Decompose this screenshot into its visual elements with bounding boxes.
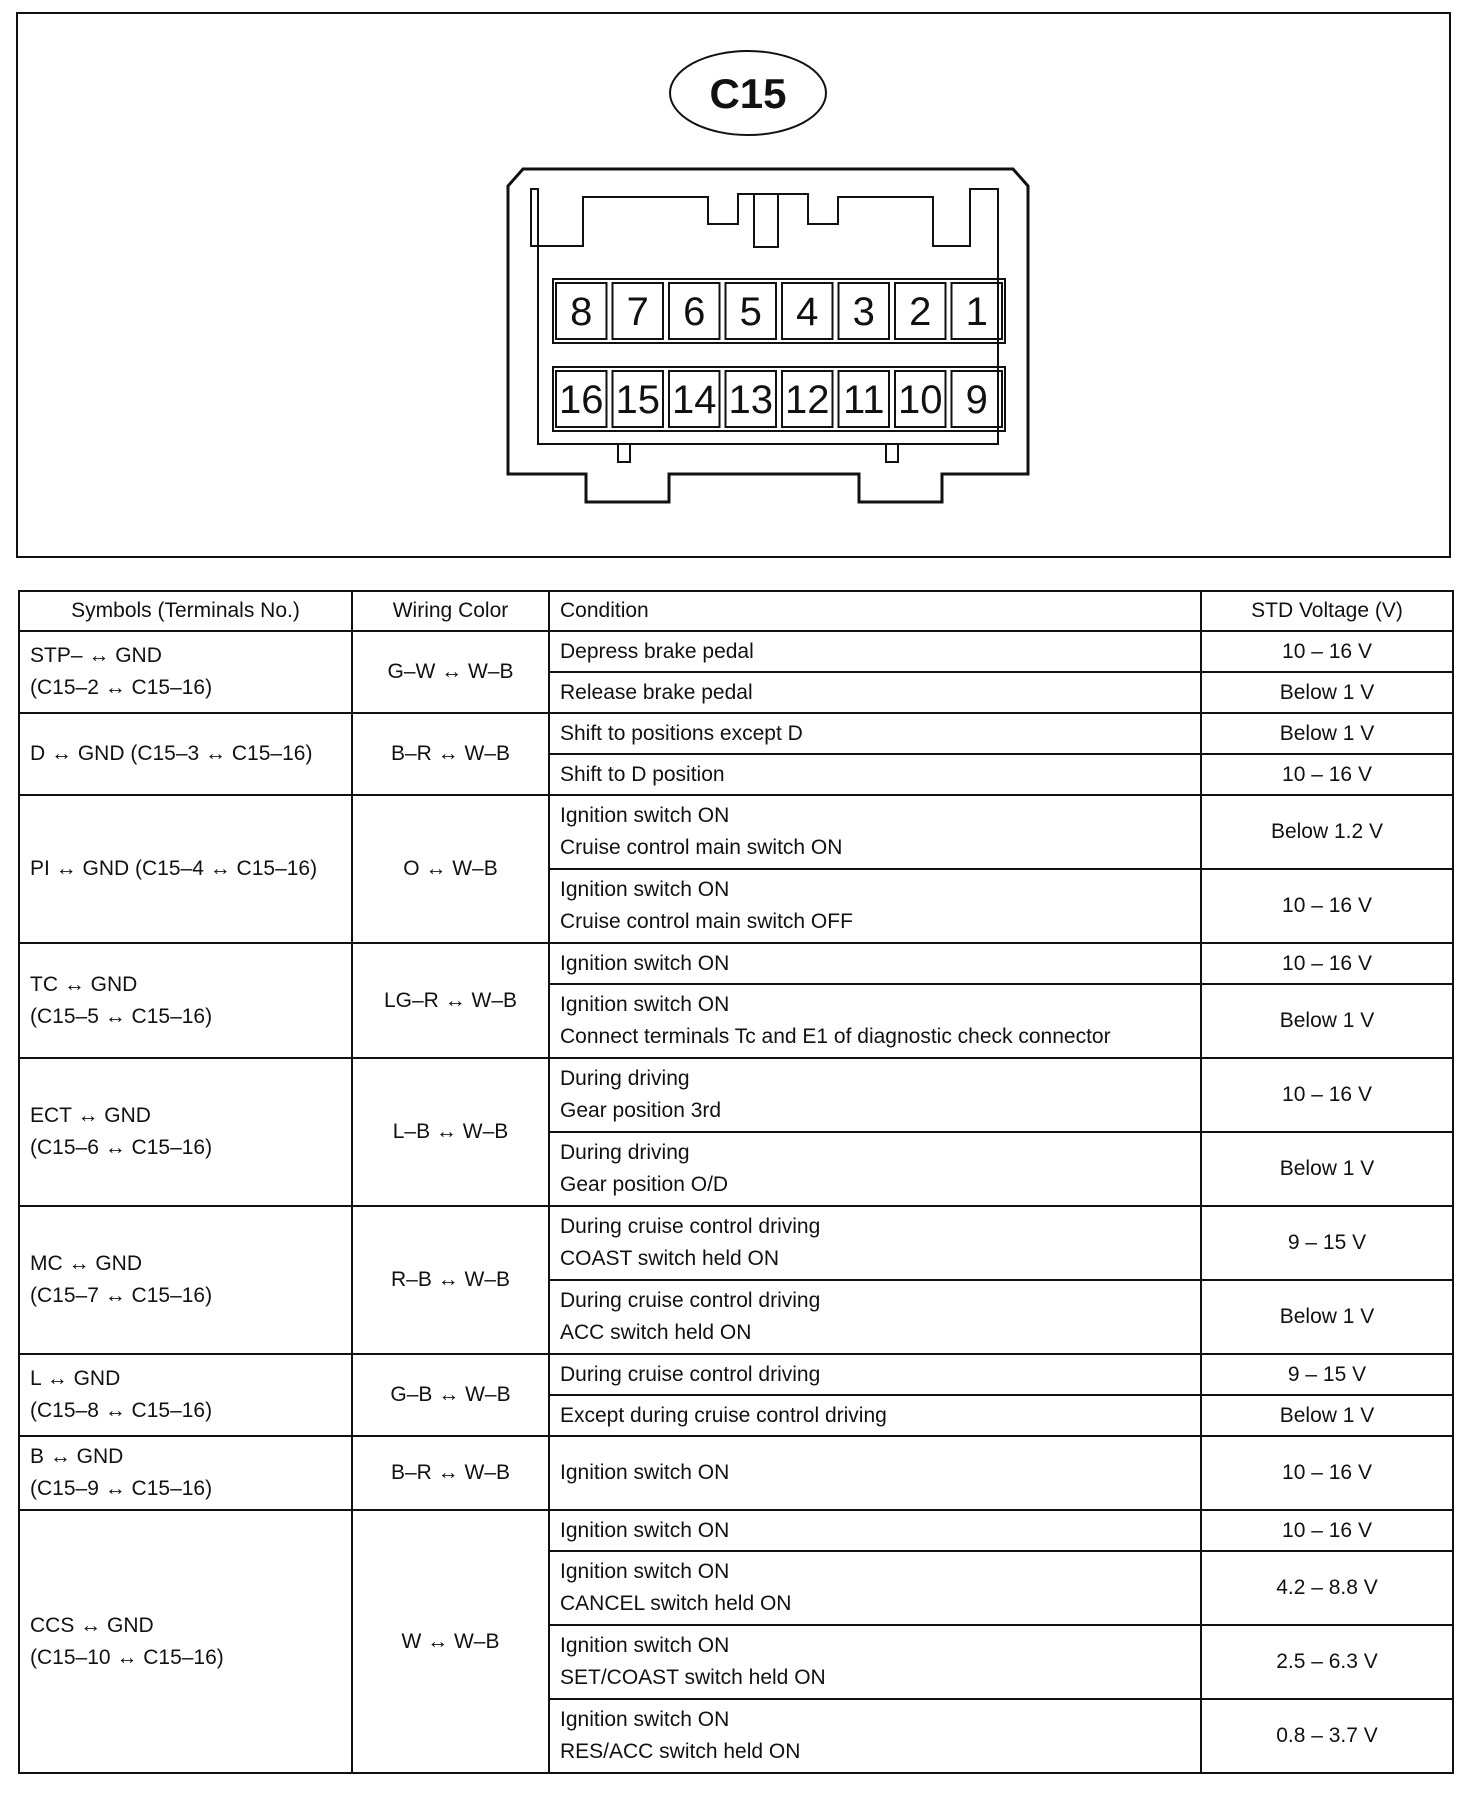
- condition-cell-line: RES/ACC switch held ON: [560, 1740, 801, 1763]
- symbol-cell-line: STP– ↔ GND: [30, 644, 162, 667]
- condition-cell-line: Ignition switch ON: [560, 1518, 730, 1542]
- table-row: [19, 1206, 1453, 1280]
- symbol-cell: [19, 1436, 352, 1510]
- std-voltage-cell: Below 1 V: [1201, 672, 1453, 713]
- header-std-voltage: STD Voltage (V): [1201, 591, 1453, 631]
- std-voltage-cell: Below 1 V: [1201, 1280, 1453, 1354]
- condition-cell-line: Cruise control main switch OFF: [560, 910, 853, 933]
- pin-number-7: 7: [626, 290, 649, 334]
- condition-cell-line: SET/COAST switch held ON: [560, 1666, 826, 1689]
- condition-cell-line: Ignition switch ON: [560, 1461, 730, 1484]
- pin-number-16: 16: [559, 378, 604, 422]
- std-voltage-cell: Below 1 V: [1201, 1395, 1453, 1436]
- table-row: [19, 1354, 1453, 1395]
- condition-cell-line: Ignition switch ON: [560, 993, 730, 1016]
- pin-number-8: 8: [570, 290, 593, 334]
- condition-cell-line: During cruise control driving: [560, 1215, 821, 1238]
- symbol-cell-line: (C15–8 ↔ C15–16): [30, 1399, 213, 1422]
- symbol-cell-line: (C15–9 ↔ C15–16): [30, 1477, 213, 1500]
- pin-number-10: 10: [898, 378, 943, 422]
- condition-cell-line: Except during cruise control driving: [560, 1403, 887, 1427]
- pin-number-12: 12: [785, 378, 830, 422]
- std-voltage-cell: 9 – 15 V: [1201, 1206, 1453, 1280]
- pin-number-14: 14: [672, 378, 717, 422]
- std-voltage-cell: Below 1 V: [1201, 713, 1453, 754]
- table-row: [19, 1058, 1453, 1132]
- condition-cell-line: Ignition switch ON: [560, 1634, 730, 1657]
- condition-cell-line: Shift to positions except D: [560, 721, 803, 745]
- std-voltage-cell: Below 1.2 V: [1201, 795, 1453, 869]
- symbol-cell: [19, 1510, 352, 1773]
- pin-number-1: 1: [965, 290, 988, 334]
- symbol-cell-line: B ↔ GND: [30, 1445, 124, 1468]
- symbol-cell-line: (C15–5 ↔ C15–16): [30, 1004, 213, 1028]
- wiring-color-cell: B–R ↔ W–B: [352, 713, 549, 795]
- condition-cell: [549, 1699, 1201, 1773]
- symbol-cell-line: PI ↔ GND (C15–4 ↔ C15–16): [30, 857, 318, 880]
- symbol-cell-line: ECT ↔ GND: [30, 1104, 151, 1127]
- condition-cell-line: Release brake pedal: [560, 680, 753, 704]
- std-voltage-cell: 4.2 – 8.8 V: [1201, 1551, 1453, 1625]
- std-voltage-cell: 10 – 16 V: [1201, 943, 1453, 984]
- symbol-cell: [19, 795, 352, 943]
- condition-cell: [549, 631, 1201, 672]
- wiring-color-cell: R–B ↔ W–B: [352, 1206, 549, 1354]
- symbol-cell-line: (C15–6 ↔ C15–16): [30, 1136, 213, 1159]
- condition-cell: [549, 713, 1201, 754]
- std-voltage-cell: 10 – 16 V: [1201, 1058, 1453, 1132]
- wiring-color-cell: W ↔ W–B: [352, 1510, 549, 1773]
- symbol-cell-line: D ↔ GND (C15–3 ↔ C15–16): [30, 742, 313, 765]
- pin-number-2: 2: [909, 290, 932, 334]
- connector-c15-drawing: [18, 14, 1453, 560]
- pin-row-bottom: [553, 367, 1005, 431]
- symbol-cell: [19, 713, 352, 795]
- symbol-cell-line: CCS ↔ GND: [30, 1613, 154, 1637]
- condition-cell-line: Shift to D position: [560, 762, 725, 786]
- std-voltage-cell: 10 – 16 V: [1201, 1510, 1453, 1551]
- condition-cell: [549, 869, 1201, 943]
- pin-number-4: 4: [796, 290, 819, 334]
- condition-cell: [549, 1510, 1201, 1551]
- condition-cell: [549, 1551, 1201, 1625]
- table-row: [19, 943, 1453, 984]
- std-voltage-cell: Below 1 V: [1201, 984, 1453, 1058]
- terminal-voltage-table: [18, 590, 1454, 1774]
- symbol-cell-line: MC ↔ GND: [30, 1252, 142, 1275]
- condition-cell-line: CANCEL switch held ON: [560, 1592, 792, 1615]
- pin-number-6: 6: [683, 290, 706, 334]
- wiring-color-cell: O ↔ W–B: [352, 795, 549, 943]
- condition-cell-line: Gear position 3rd: [560, 1099, 722, 1122]
- condition-cell-line: ACC switch held ON: [560, 1321, 752, 1344]
- condition-cell-line: During driving: [560, 1141, 690, 1164]
- condition-cell: [549, 672, 1201, 713]
- condition-cell: [549, 1625, 1201, 1699]
- wiring-color-cell: B–R ↔ W–B: [352, 1436, 549, 1510]
- condition-cell: [549, 1280, 1201, 1354]
- condition-cell-line: Connect terminals Tc and E1 of diagnostic check connector: [560, 1025, 1111, 1048]
- std-voltage-cell: 9 – 15 V: [1201, 1354, 1453, 1395]
- pin-row-top: [553, 279, 1005, 343]
- pin-number-3: 3: [852, 290, 875, 334]
- table-row: [19, 1510, 1453, 1551]
- condition-cell-line: During driving: [560, 1067, 690, 1090]
- condition-cell-line: Ignition switch ON: [560, 878, 730, 901]
- condition-cell-line: Cruise control main switch ON: [560, 836, 843, 859]
- condition-cell: [549, 795, 1201, 869]
- condition-cell-line: Depress brake pedal: [560, 639, 754, 663]
- symbol-cell: [19, 1058, 352, 1206]
- symbol-cell: [19, 943, 352, 1058]
- table-row: [19, 795, 1453, 869]
- pins-top-frame: [553, 279, 1005, 343]
- symbol-cell: [19, 1206, 352, 1354]
- std-voltage-cell: 10 – 16 V: [1201, 754, 1453, 795]
- pin-number-11: 11: [842, 378, 885, 422]
- pin-number-5: 5: [739, 290, 762, 334]
- symbol-cell-line: (C15–2 ↔ C15–16): [30, 676, 213, 699]
- table-row: [19, 713, 1453, 754]
- condition-cell-line: Ignition switch ON: [560, 951, 730, 975]
- condition-cell: [549, 1354, 1201, 1395]
- header-condition: Condition: [549, 591, 1201, 631]
- condition-cell: [549, 943, 1201, 984]
- symbol-cell-line: L ↔ GND: [30, 1367, 121, 1390]
- condition-cell-line: During cruise control driving: [560, 1362, 821, 1386]
- connector-diagram: [16, 12, 1451, 558]
- std-voltage-cell: Below 1 V: [1201, 1132, 1453, 1206]
- condition-cell: [549, 1058, 1201, 1132]
- condition-cell: [549, 984, 1201, 1058]
- condition-cell-line: Ignition switch ON: [560, 804, 730, 827]
- condition-cell-line: During cruise control driving: [560, 1289, 821, 1312]
- table-header-row: [19, 591, 1453, 631]
- condition-cell-line: Ignition switch ON: [560, 1708, 730, 1731]
- connector-label: C15: [709, 70, 787, 117]
- pin-number-15: 15: [615, 378, 660, 422]
- std-voltage-cell: 2.5 – 6.3 V: [1201, 1625, 1453, 1699]
- wiring-color-cell: L–B ↔ W–B: [352, 1058, 549, 1206]
- condition-cell: [549, 1132, 1201, 1206]
- symbol-cell: [19, 631, 352, 713]
- table-row: [19, 631, 1453, 672]
- condition-cell-line: Ignition switch ON: [560, 1560, 730, 1583]
- wiring-color-cell: LG–R ↔ W–B: [352, 943, 549, 1058]
- wiring-color-cell: G–B ↔ W–B: [352, 1354, 549, 1436]
- std-voltage-cell: 10 – 16 V: [1201, 869, 1453, 943]
- condition-cell: [549, 1206, 1201, 1280]
- header-wiring-color: Wiring Color: [352, 591, 549, 631]
- std-voltage-cell: 0.8 – 3.7 V: [1201, 1699, 1453, 1773]
- connector-lock-tab: [754, 194, 778, 247]
- pin-number-13: 13: [728, 378, 773, 422]
- condition-cell: [549, 1436, 1201, 1510]
- symbol-cell-line: (C15–7 ↔ C15–16): [30, 1284, 213, 1307]
- connector-notches: [618, 444, 898, 462]
- symbol-cell-line: TC ↔ GND: [30, 972, 138, 996]
- symbol-cell: [19, 1354, 352, 1436]
- condition-cell-line: COAST switch held ON: [560, 1247, 780, 1270]
- condition-cell-line: Gear position O/D: [560, 1173, 729, 1196]
- condition-cell: [549, 1395, 1201, 1436]
- header-symbols: Symbols (Terminals No.): [19, 591, 352, 631]
- condition-cell: [549, 754, 1201, 795]
- table-body: [19, 631, 1453, 1773]
- pin-number-9: 9: [965, 378, 988, 422]
- std-voltage-cell: 10 – 16 V: [1201, 1436, 1453, 1510]
- wiring-color-cell: G–W ↔ W–B: [352, 631, 549, 713]
- connector-housing: [508, 169, 1028, 502]
- std-voltage-cell: 10 – 16 V: [1201, 631, 1453, 672]
- table-row: [19, 1436, 1453, 1510]
- symbol-cell-line: (C15–10 ↔ C15–16): [30, 1645, 224, 1669]
